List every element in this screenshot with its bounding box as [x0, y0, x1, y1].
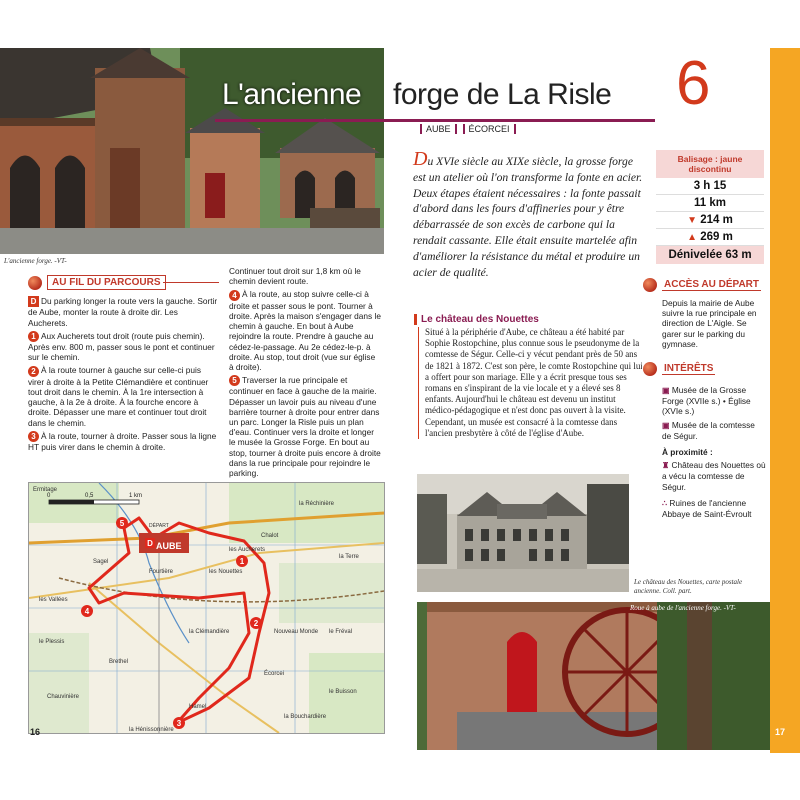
map-label: Ermitage [33, 487, 58, 493]
step-marker: 3 [28, 431, 39, 442]
arrow-down-icon: ▼ [687, 215, 698, 226]
balisage-box: Balisage : jaune discontinu [656, 150, 764, 178]
parcours-heading-label: AU FIL DU PARCOURS [47, 275, 166, 290]
chateau-heading: Le château des Nouettes [414, 314, 539, 325]
parcours-heading-rule [163, 282, 219, 283]
duration: 3 h 15 [656, 178, 764, 195]
acces-heading [643, 278, 761, 292]
step-text: À la route, au stop suivre celle-ci à droite et passer sous le pont. Tourner à droite. Après la maison s'engager dans le chemin à gauche. En bout à Aube rejoindre la route. Prendre à gauche au cédez-le-passage. Au 2e cédez-le-p. à droite. Au stop, tout droit (vue sur église à droite). [229, 289, 381, 372]
map-label: les Nouettes [209, 569, 243, 575]
step-continue: Continuer tout droit sur 1,8 km où le chemin devient route. [229, 266, 361, 287]
step-1 [28, 331, 218, 363]
water-wheel-photo [417, 602, 770, 750]
step-text: Aux Aucherets tout droit (route puis chemin). Après env. 800 m, passer sous le pont et continuer sur le chemin. [28, 330, 215, 363]
bullet-ball-icon [643, 362, 657, 376]
page-title-part-2: forge de La Risle [393, 78, 612, 111]
proximite-text: Ruines de l'ancienne Abbaye de Saint-Évroult [662, 497, 752, 520]
step-D [28, 296, 218, 328]
step-text: À la route, tourner à droite. Passer sous la ligne HT puis virer dans le chemin à droite. [28, 430, 217, 453]
map-label: Écorcei [264, 671, 285, 677]
parcours-heading [28, 275, 166, 290]
map-label: Brethel [109, 659, 129, 665]
map-scale-mid: 0,5 [85, 493, 94, 499]
map-marker-2: 2 [253, 619, 259, 628]
interet-item [662, 385, 766, 417]
map-label: la Bouchardière [284, 714, 327, 720]
map-label: AUBE [156, 541, 182, 551]
map-label: la Terre [339, 554, 359, 560]
step-2 [28, 365, 218, 427]
step-text: À la route tourner à gauche sur celle-ci puis virer à droite à la Petite Clémandière et continuer tout droit dans le chemin. À la 1re intersection à gauche, à la 2e à droite. À la fourche encore à droite. Dépasser une mare et continuer tout droit dans le chemin. [28, 365, 209, 428]
map-marker-4: 4 [84, 607, 90, 616]
page-title [222, 78, 611, 112]
distance: 11 km [656, 195, 764, 212]
chateau-photo-image [417, 474, 629, 592]
map-marker-1: 1 [239, 557, 245, 566]
tag-aube: AUBE [420, 124, 457, 134]
arrow-up-icon: ▲ [687, 232, 698, 243]
map-label: la Clémandière [189, 629, 230, 635]
proximite-item [662, 498, 766, 519]
parcours-col-1 [28, 296, 218, 455]
walk-number: 6 [676, 49, 711, 118]
descent: 214 m [700, 214, 733, 226]
route-map [28, 482, 385, 734]
page-number-left: 16 [30, 727, 41, 737]
acces-text: Depuis la mairie de Aube suivre la rue principale en direction de L'Aigle. Se garer sur le parking du gymnase. [662, 298, 757, 349]
step-marker: 2 [28, 366, 39, 377]
bullet-ball-icon [643, 278, 657, 292]
title-underline [215, 119, 655, 122]
map-label: la Hénissonnière [129, 727, 174, 733]
bullet-ball-icon [28, 276, 42, 290]
proximite-heading: À proximité : [662, 447, 713, 458]
intro-paragraph [413, 148, 645, 280]
water-wheel-photo-image [417, 602, 770, 750]
denivele: Dénivelée 63 m [656, 246, 764, 264]
step-4 [229, 289, 382, 372]
map-label: le Plessis [39, 639, 65, 645]
map-label: le Buisson [329, 689, 357, 695]
map-scale-0: 0 [47, 493, 51, 499]
forge-photo-caption: L'ancienne forge. -VT- [4, 257, 67, 265]
tag-ecorcei: ÉCORCEI [463, 124, 516, 134]
proximite-text: Château des Nouettes où a vécu la comtesse de Ségur. [662, 460, 766, 492]
map-label: la Réchinière [299, 501, 335, 507]
interet-text: Musée de la comtesse de Ségur. [662, 419, 755, 441]
step-marker: D [28, 296, 39, 307]
castle-icon: ♜ [662, 461, 670, 471]
interets-heading-label: INTÉRÊTS [664, 363, 714, 374]
ascent-row [656, 229, 764, 246]
museum-icon: ▣ [662, 386, 670, 395]
page-edge-strip [770, 48, 800, 753]
map-marker-D: D [147, 539, 153, 548]
chateau-photo-caption: Le château des Nouettes, carte postale ancienne. Coll. part. [634, 578, 743, 595]
step-marker: 1 [28, 331, 39, 342]
acces-heading-label: ACCÈS AU DÉPART [664, 279, 760, 290]
proximite-item [662, 460, 766, 492]
chateau-text: Situé à la périphérie d'Aube, ce château a été habité par Sophie Rostopchine, plus connue sous le pseudonyme de la comtesse de Ségur. Celle-ci y vécut pendant près de 50 ans de 1821 à 1872. C'est son père, le comte Rostopchine qui lui a offert pour son mariage. Elle y a écrit presque tous ses romans en s'inspirant de la vie locale et y a élevé ses 8 enfants. Aujourd'hui le château est devenu un institut médico-pédagogique et n'est donc pas ouvert à la visite. Cependant, un musée est consacré à la comtesse dans l'ancien presbytère à côté de l'église d'Aube. [418, 327, 647, 439]
map-label: Nouveau Monde [274, 629, 319, 635]
step-marker: 5 [229, 375, 240, 386]
water-wheel-caption: Roue à aube de l'ancienne forge. -VT- [630, 604, 736, 612]
commune-tags [420, 124, 516, 134]
museum-icon: ▣ [662, 420, 670, 430]
map-label: les Vallées [39, 597, 68, 603]
intro-text: u XVIe siècle au XIXe siècle, la grosse forge est un atelier où l'on transforme la fonte en acier. Deux étapes étaient nécessaires : la fonte passait d'abord dans les fours d'affineries pour y être débarrassée de son excès de carbone qui la rendait cassante. Elle était ensuite martelée afin d'améliorer la résistance du métal et produire un acier de qualité. [413, 155, 643, 279]
step-3 [28, 431, 218, 453]
map-label: Chauvinière [47, 694, 80, 700]
map-marker-3: 3 [176, 719, 182, 728]
map-label: Fourtière [149, 569, 174, 575]
route-map-image [29, 483, 384, 733]
page-number-right: 17 [775, 727, 786, 737]
map-label: Sagel [93, 559, 109, 565]
descent-row [656, 212, 764, 229]
map-label: les Aucherets [229, 547, 266, 553]
map-label: Chalot [261, 533, 279, 539]
map-scale-end: 1 km [129, 493, 143, 499]
interets-heading [643, 362, 715, 376]
walk-info-sidebar [656, 150, 764, 264]
parcours-col-2 [229, 266, 382, 481]
map-label: le Fréval [329, 629, 353, 635]
ascent: 269 m [700, 231, 733, 243]
step-marker: 4 [229, 290, 240, 301]
chateau-photo [417, 474, 629, 592]
interet-text: Musée de la Grosse Forge (XVIIe s.) • Église (XVIe s.) [662, 385, 751, 417]
map-label: Hamel [189, 704, 207, 710]
interets-list [662, 385, 766, 519]
map-label: DÉPART [149, 523, 169, 529]
step-5 [229, 375, 382, 478]
ruins-icon: ∴ [662, 498, 668, 508]
step-text: Du parking longer la route vers la gauche. Sortir de Aube, monter la route à droite dir. Les Aucherets. [28, 296, 218, 328]
page-title-part-1: L'ancienne [222, 78, 362, 111]
step-text: Traverser la rue principale et continuer en face à gauche de la mairie. Dépasser un lavoir puis au niveau d'une barrière tourner à droite pour entrer dans un parc. Longer la Risle puis un plan d'eau. Continuer vers la droite et longer le musée la Grosse Forge. En bout au stop, tourner à droite puis encore à droite dans la rue principale pour rejoindre le parking. [229, 375, 381, 479]
intro-dropcap: D [413, 148, 428, 170]
map-marker-5: 5 [119, 519, 125, 528]
interet-item [662, 420, 766, 441]
